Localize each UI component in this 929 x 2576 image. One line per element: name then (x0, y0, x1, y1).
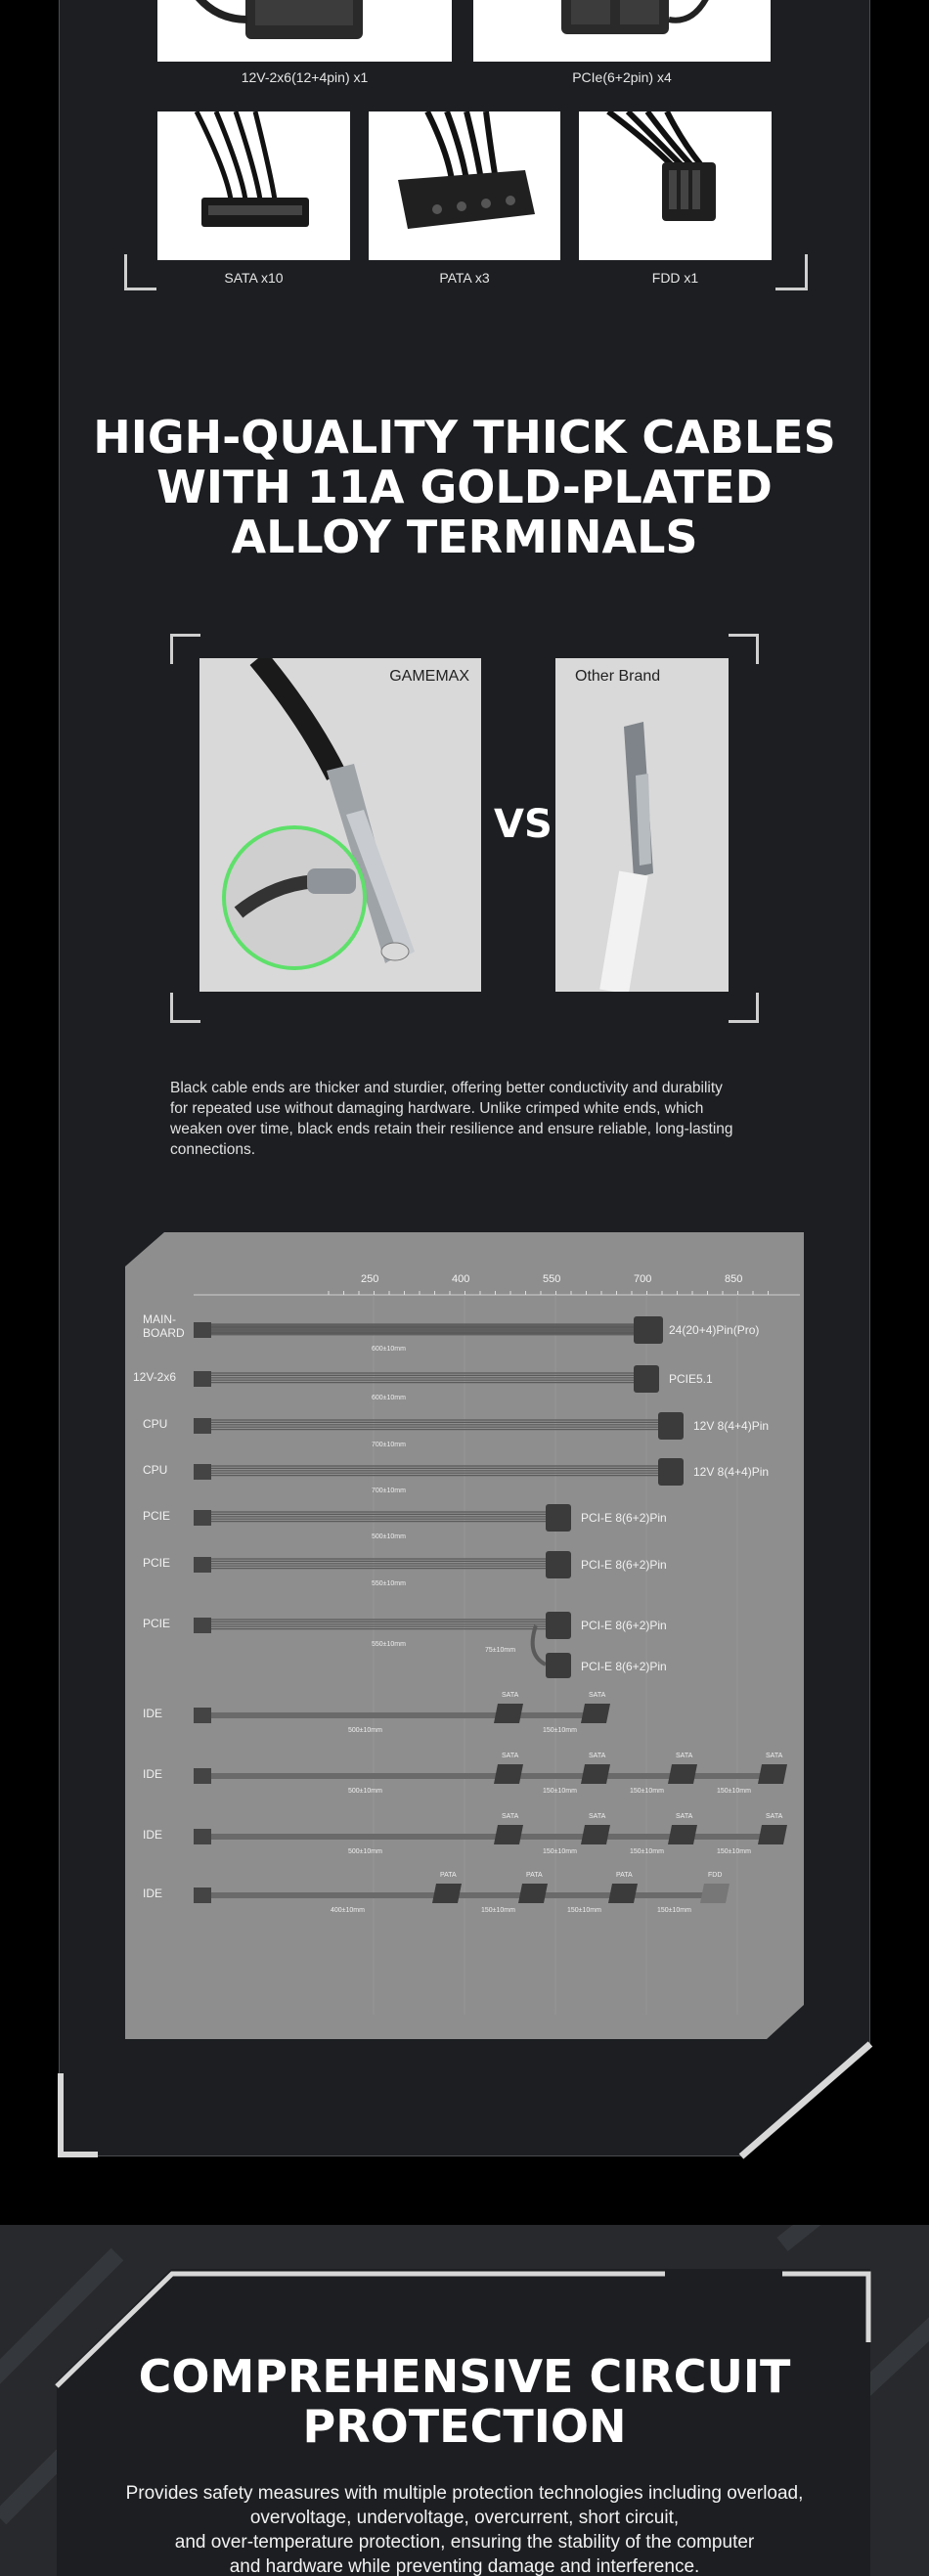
connector-tag: SATA (589, 1813, 606, 1820)
connector-tag: FDD (708, 1872, 723, 1879)
row-right-label: PCI-E 8(6+2)Pin (581, 1558, 667, 1572)
other-brand-label: Other Brand (575, 668, 661, 685)
connector-tag: SATA (589, 1692, 606, 1699)
cable-end-connector (432, 1884, 462, 1903)
cable-end-connector (494, 1704, 523, 1723)
row-length-label: 500±10mm (348, 1727, 382, 1734)
para-line: Provides safety measures with multiple protection technologies including overload, (125, 2483, 804, 2504)
cable-end-connector (658, 1458, 684, 1486)
cable-caption-sata: SATA x10 (224, 270, 284, 286)
title-line: COMPREHENSIVE CIRCUIT (138, 2350, 791, 2403)
para-line: weaken over time, black ends retain their resilience and ensure reliable, long-lasting (170, 1121, 733, 1137)
cable-end-connector (608, 1884, 638, 1903)
diagram-corner-cut (125, 1232, 164, 1266)
connector-tag: SATA (766, 1753, 783, 1759)
cable-end-connector (494, 1825, 523, 1844)
connector-tag: PATA (440, 1872, 457, 1879)
row-segment-label: 150±10mm (543, 1788, 577, 1795)
cable-end-connector (581, 1764, 610, 1784)
cable-end-connector (634, 1365, 659, 1393)
gamemax-terminal-image (199, 658, 481, 992)
row-segment-label: 150±10mm (717, 1788, 751, 1795)
connector-tag: SATA (589, 1753, 606, 1759)
cable-end-connector (581, 1825, 610, 1844)
connector-tag: PATA (616, 1872, 633, 1879)
row-segment-label: 150±10mm (481, 1907, 515, 1914)
bracket-compare-bl (170, 993, 200, 1023)
row-segment-label: 150±10mm (567, 1907, 601, 1914)
row-length-label: 550±10mm (372, 1580, 406, 1587)
pata-connector-icon (369, 111, 560, 260)
sata-connector-icon (157, 111, 350, 260)
row-segment-label: 150±10mm (657, 1907, 691, 1914)
connector-tag: SATA (502, 1813, 519, 1820)
bracket-compare-tl (170, 634, 200, 664)
cable-end-connector (581, 1704, 610, 1723)
row-right-label: PCI-E 8(6+2)Pin (581, 1619, 667, 1632)
row-left-label: 12V-2x6 (133, 1370, 177, 1384)
other-brand-terminal-image (555, 658, 729, 992)
cable-end-connector (518, 1884, 548, 1903)
bracket-br (775, 254, 808, 290)
para-line: for repeated use without damaging hardware. Unlike crimped white ends, which (170, 1100, 704, 1117)
row-left-label: IDE (143, 1767, 163, 1781)
gamemax-label: GAMEMAX (389, 668, 469, 685)
row-right-label: PCIE5.1 (669, 1372, 713, 1386)
cable-psu-plug (194, 1557, 211, 1573)
cable-end-connector (546, 1653, 571, 1678)
cable-caption-12v: 12V-2x6(12+4pin) x1 (241, 69, 369, 85)
cable-end-connector (546, 1504, 571, 1532)
fdd-connector-icon (579, 111, 772, 260)
cable-psu-plug (194, 1371, 211, 1387)
connector-pcie-icon (473, 0, 771, 62)
cable-wire (533, 1625, 546, 1665)
cable-thumb-12v-2x6 (157, 0, 452, 62)
row-left-label: CPU (143, 1417, 168, 1431)
connector-tag: SATA (502, 1753, 519, 1759)
protection-section (0, 2225, 929, 2576)
row-length-label: 600±10mm (372, 1346, 406, 1353)
cable-end-connector (546, 1551, 571, 1578)
row-length-label: 500±10mm (348, 1788, 382, 1795)
row-right-label: PCI-E 8(6+2)Pin (581, 1511, 667, 1525)
row-segment-label: 150±10mm (630, 1848, 664, 1855)
cable-psu-plug (194, 1322, 211, 1338)
section-title-cables (59, 413, 870, 562)
axis-tick-label: 700 (634, 1273, 652, 1285)
row-length-label: 75±10mm (485, 1647, 516, 1654)
cable-psu-plug (194, 1829, 211, 1844)
row-length-label: 550±10mm (372, 1641, 406, 1648)
cable-caption-fdd: FDD x1 (651, 270, 699, 286)
cable-end-connector (634, 1316, 663, 1344)
title-line: WITH 11A GOLD-PLATED (156, 461, 773, 513)
row-length-label: 700±10mm (372, 1442, 406, 1448)
para-line: connections. (170, 1141, 256, 1158)
row-length-label: 500±10mm (372, 1533, 406, 1540)
row-segment-label: 150±10mm (543, 1727, 577, 1734)
cables-description (170, 1078, 796, 1160)
para-line: and hardware while preventing damage and interference. (229, 2556, 700, 2576)
cable-end-connector (668, 1764, 697, 1784)
cable-psu-plug (194, 1418, 211, 1434)
connector-tag: SATA (676, 1813, 693, 1820)
axis-tick-label: 850 (725, 1273, 743, 1285)
row-left-label: IDE (143, 1828, 163, 1842)
cable-thumb-pata (369, 111, 560, 260)
gamemax-terminal-illustration (199, 658, 481, 992)
row-length-label: 400±10mm (331, 1907, 365, 1914)
cable-end-connector (758, 1825, 787, 1844)
row-left-label: PCIE (143, 1509, 171, 1523)
row-right-label: 24(20+4)Pin(Pro) (669, 1323, 760, 1337)
vs-label: VS (494, 802, 553, 847)
bracket-bl (124, 254, 156, 290)
diagram-corner-cut (767, 2005, 804, 2039)
cable-psu-plug (194, 1708, 211, 1723)
row-left-label: IDE (143, 1707, 163, 1720)
cable-end-connector (494, 1764, 523, 1784)
cable-psu-plug (194, 1618, 211, 1633)
row-left-label: MAIN- BOARD (143, 1312, 185, 1340)
title-line: HIGH-QUALITY THICK CABLES (93, 411, 836, 464)
cable-thumb-sata (157, 111, 350, 260)
cable-length-diagram (125, 1232, 804, 2039)
section-title-protection (59, 2352, 870, 2452)
para-line: and over-temperature protection, ensuring the stability of the computer (174, 2532, 755, 2553)
row-left-label: CPU (143, 1463, 168, 1477)
bracket-compare-br (729, 993, 759, 1023)
axis-tick-label: 250 (361, 1273, 379, 1285)
para-line: overvoltage, undervoltage, overcurrent, short circuit, (249, 2508, 680, 2528)
row-left-label: PCIE (143, 1617, 171, 1630)
bracket-compare-tr (729, 634, 759, 664)
cable-psu-plug (194, 1464, 211, 1480)
cable-psu-plug (194, 1768, 211, 1784)
row-right-label: 12V 8(4+4)Pin (693, 1419, 770, 1433)
cable-end-connector (668, 1825, 697, 1844)
row-left-label: IDE (143, 1887, 163, 1900)
cable-end-connector (700, 1884, 730, 1903)
cable-end-connector (658, 1412, 684, 1440)
cable-caption-pata: PATA x3 (439, 270, 490, 286)
connector-tag: SATA (766, 1813, 783, 1820)
para-line: Black cable ends are thicker and sturdier, offering better conductivity and durability (170, 1080, 723, 1096)
diagram-canvas (125, 1232, 804, 2039)
cable-psu-plug (194, 1510, 211, 1526)
protection-description (59, 2481, 870, 2576)
row-segment-label: 150±10mm (717, 1848, 751, 1855)
row-left-label: PCIE (143, 1556, 171, 1570)
cable-psu-plug (194, 1888, 211, 1903)
title-line: ALLOY TERMINALS (231, 511, 698, 563)
row-right-label: PCI-E 8(6+2)Pin (581, 1660, 667, 1673)
connector-tag: SATA (676, 1753, 693, 1759)
connector-12v-icon (157, 0, 452, 62)
axis-tick-label: 550 (543, 1273, 561, 1285)
cable-caption-pcie: PCIe(6+2pin) x4 (572, 69, 672, 85)
connector-tag: PATA (526, 1872, 543, 1879)
cable-end-connector (758, 1764, 787, 1784)
row-right-label: 12V 8(4+4)Pin (693, 1465, 770, 1479)
row-length-label: 700±10mm (372, 1488, 406, 1494)
other-terminal-illustration (555, 658, 729, 992)
row-length-label: 600±10mm (372, 1395, 406, 1401)
axis-tick-label: 400 (452, 1273, 470, 1285)
cable-thumb-fdd (579, 111, 772, 260)
connector-tag: SATA (502, 1692, 519, 1699)
row-segment-label: 150±10mm (543, 1848, 577, 1855)
title-line: PROTECTION (302, 2400, 627, 2453)
cable-end-connector (546, 1612, 571, 1639)
row-length-label: 500±10mm (348, 1848, 382, 1855)
row-segment-label: 150±10mm (630, 1788, 664, 1795)
cable-thumb-pcie (473, 0, 771, 62)
